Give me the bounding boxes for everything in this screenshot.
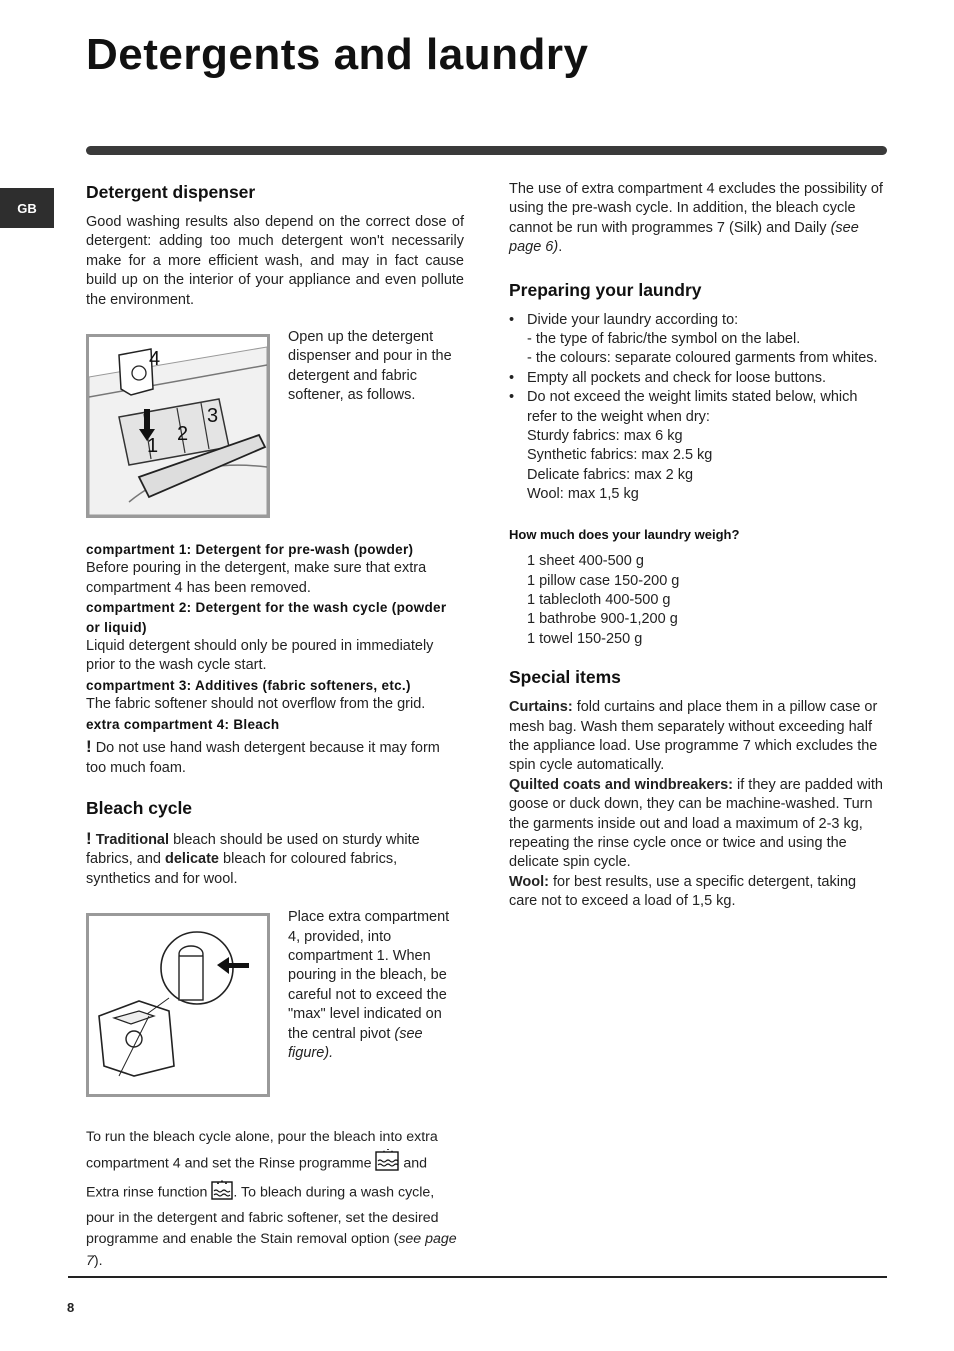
list-item: • Empty all pockets and check for loose buttons. bbox=[509, 369, 887, 388]
bleach-drawing bbox=[89, 916, 267, 1094]
list-item: 1 bathrobe 900-1,200 g bbox=[527, 611, 678, 628]
warning-text: Do not use hand wash detergent because it may form too much foam. bbox=[86, 740, 440, 776]
compartment-3-heading: compartment 3: Additives (fabric softeners, etc.) bbox=[86, 677, 411, 693]
compartment-2-heading: compartment 2: Detergent for the wash cycle (powder or liquid) bbox=[86, 600, 447, 635]
bleach-text-a: bleach should be used on sturdy white fabrics, and bbox=[86, 831, 420, 868]
run-end: ). bbox=[93, 1252, 103, 1269]
curtains-text: fold curtains and place them in a pillow case or mesh bag. Wash them separately without exceeding half the appliance load. Use programme 7 which excludes the spin cycle automatically. bbox=[509, 699, 878, 774]
curtains-paragraph bbox=[509, 698, 887, 776]
bullet-1-text: • Divide your laundry according to: bbox=[527, 311, 739, 328]
bleach-figure-row bbox=[86, 909, 464, 1097]
bleach-figure-ref: (see figure). bbox=[288, 1025, 423, 1061]
bleach-text-b: bleach for coloured fabrics, synthetics and for wool. bbox=[86, 851, 398, 887]
limit-wool: Wool: max 1,5 kg bbox=[527, 486, 639, 503]
title-divider bbox=[86, 146, 887, 155]
delicate-label: delicate bbox=[165, 851, 219, 868]
compartments-list bbox=[86, 540, 464, 778]
bullet-1-sub-2: - the colours: separate coloured garments from whites. bbox=[527, 350, 878, 367]
wool-text: for best results, use a specific detergent, taking care not to exceed a load of 1,5 kg. bbox=[509, 873, 857, 910]
label-1: 1 bbox=[147, 435, 159, 458]
foam-warning bbox=[86, 737, 464, 778]
label-4: 4 bbox=[149, 348, 161, 371]
list-item bbox=[509, 311, 887, 369]
dispenser-figure-text: Open up the detergent dispenser and pour in the detergent and fabric softener, as follows. bbox=[288, 329, 452, 404]
left-column bbox=[86, 180, 464, 1272]
dispenser-figure bbox=[86, 334, 270, 518]
bullet-3-text: • Do not exceed the weight limits stated below, which refer to the weight when dry: bbox=[527, 389, 858, 425]
language-tab: GB bbox=[0, 188, 54, 228]
bleach-intro bbox=[86, 829, 464, 889]
list-item: 1 pillow case 150-200 g bbox=[527, 572, 680, 589]
note-end: . bbox=[558, 239, 563, 256]
list-item: 1 tablecloth 400-500 g bbox=[527, 591, 671, 608]
compartment-4-heading: extra compartment 4: Bleach bbox=[86, 716, 280, 732]
dispenser-intro: Good washing results also depend on the correct dose of detergent: adding too much detergent won't necessarily make for a more efficient wash, and may in fact cause build up on the interior of your appliance and even pollute the environment. bbox=[86, 214, 464, 308]
footer-divider bbox=[68, 1276, 887, 1278]
run-text-b: and Extra rinse function bbox=[86, 1155, 428, 1201]
label-3: 3 bbox=[207, 405, 219, 428]
extra-rinse-icon bbox=[211, 1178, 233, 1208]
quilted-paragraph bbox=[509, 776, 887, 873]
weigh-heading: How much does your laundry weigh? bbox=[509, 526, 740, 542]
limit-sturdy: Sturdy fabrics: max 6 kg bbox=[527, 428, 683, 445]
compartment-1-text: Before pouring in the detergent, make sure that extra compartment 4 has been removed. bbox=[86, 560, 427, 596]
weigh-list bbox=[509, 552, 887, 649]
compartment-2-text: Liquid detergent should only be poured in immediately prior to the wash cycle start. bbox=[86, 638, 434, 674]
dispenser-drawing bbox=[89, 337, 267, 515]
bleach-figure-text bbox=[288, 908, 460, 1063]
dispenser-figure-row bbox=[86, 329, 464, 518]
limit-synthetic: Synthetic fabrics: max 2.5 kg bbox=[527, 447, 713, 464]
run-text-a: To run the bleach cycle alone, pour the bleach into extra compartment 4 and set the Rinse programme bbox=[86, 1129, 438, 1172]
bullet-1-sub-1: - the type of fabric/the symbol on the label. bbox=[527, 331, 801, 348]
bleach-mark: ! bbox=[86, 828, 92, 848]
right-column bbox=[509, 180, 887, 912]
page-title: Detergents and laundry bbox=[86, 30, 589, 79]
traditional-label: Traditional bbox=[95, 831, 170, 848]
bleach-figure bbox=[86, 913, 270, 1097]
bleach-cycle-heading: Bleach cycle bbox=[86, 797, 193, 818]
list-item: 1 towel 150-250 g bbox=[527, 630, 643, 647]
limit-delicate: Delicate fabrics: max 2 kg bbox=[527, 466, 694, 483]
preparing-laundry-heading: Preparing your laundry bbox=[509, 279, 702, 300]
special-items-heading: Special items bbox=[509, 667, 621, 688]
list-item bbox=[509, 388, 887, 504]
quilted-label: Quilted coats and windbreakers: bbox=[509, 776, 733, 793]
compartment-3-text: The fabric softener should not overflow from the grid. bbox=[86, 696, 426, 713]
note-text: The use of extra compartment 4 excludes the possibility of using the pre-wash cycle. In addition, the bleach cycle cannot be run with programmes 7 (Silk) and Daily bbox=[509, 181, 883, 236]
compartment-4-note bbox=[509, 180, 887, 258]
list-item: 1 sheet 400-500 g bbox=[527, 553, 644, 570]
bleach-figure-main: Place extra compartment 4, provided, into compartment 1. When pouring in the bleach, be careful not to exceed the "max" level indicated on the central pivot bbox=[288, 909, 450, 1042]
wool-paragraph bbox=[509, 873, 887, 912]
bleach-run-text bbox=[86, 1127, 464, 1272]
wool-label: Wool: bbox=[509, 873, 549, 890]
label-2: 2 bbox=[177, 423, 189, 446]
preparing-list bbox=[509, 311, 887, 505]
compartment-1-heading: compartment 1: Detergent for pre-wash (powder) bbox=[86, 542, 414, 558]
run-text-c: . To bleach during a wash cycle, pour in the detergent and fabric softener, set the desired programme and enable the Stain removal option ( bbox=[86, 1184, 439, 1248]
page-number: 8 bbox=[67, 1300, 75, 1315]
curtains-label: Curtains: bbox=[509, 699, 573, 716]
detergent-dispenser-heading: Detergent dispenser bbox=[86, 182, 256, 202]
warning-mark: ! bbox=[86, 737, 92, 757]
note-ref: (see page 6) bbox=[509, 219, 859, 256]
rinse-programme-icon bbox=[375, 1149, 399, 1179]
quilted-text: if they are padded with goose or duck down, they can be machine-washed. Turn the garments inside out and load a maximum of 2-3 kg, repeating the rinse cycle once or twice and using the delicate spin cycle. bbox=[509, 776, 883, 871]
run-ref: see page 7 bbox=[86, 1231, 457, 1269]
